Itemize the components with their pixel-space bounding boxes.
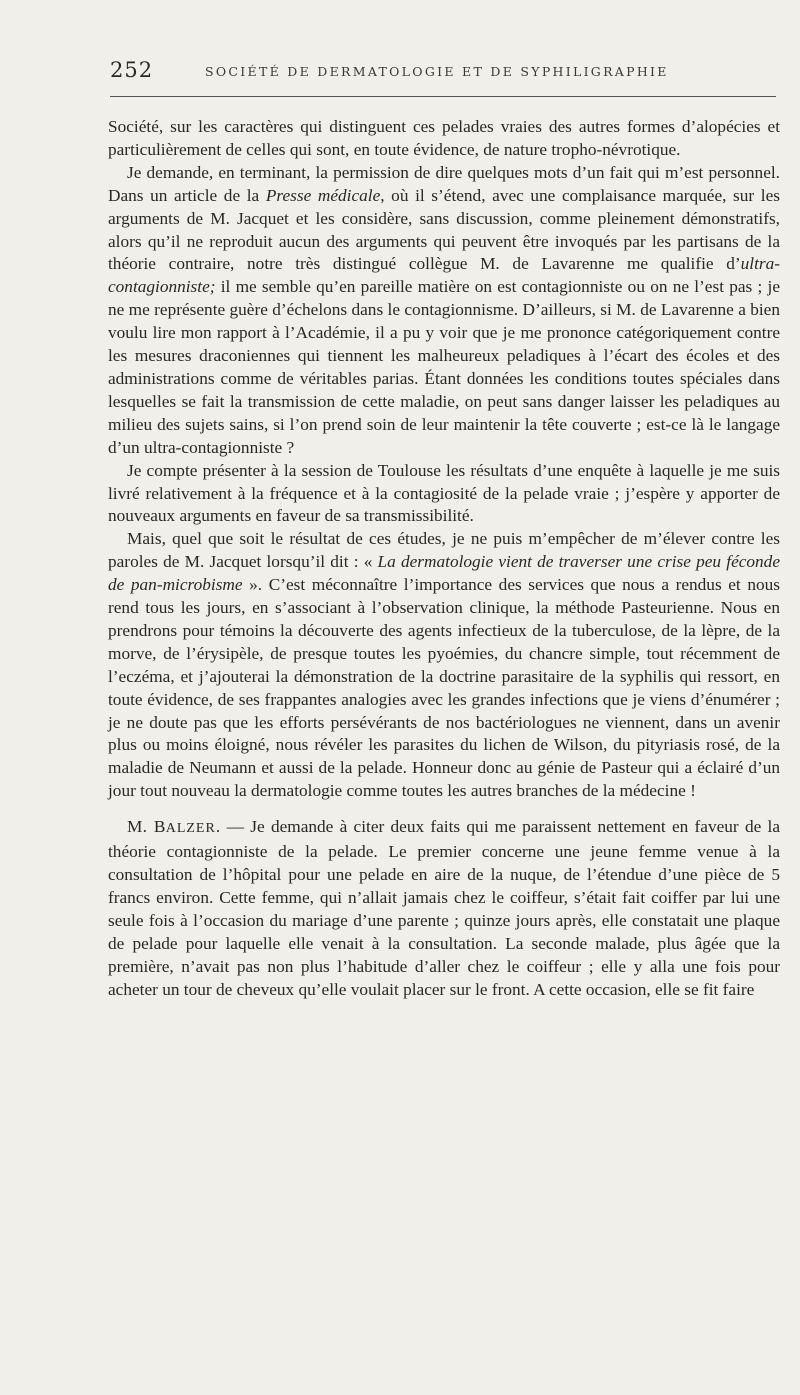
body-text [108,116,780,1001]
italic-term: ultra-contagionniste; [108,254,780,297]
running-title: SOCIÉTÉ DE DERMATOLOGIE ET DE SYPHILIGRAPHIE [205,64,669,79]
paragraph-4 [108,528,780,803]
speaker-smallcaps: ALZER [165,821,216,837]
paragraph-2-text-b: , où il s’étend, avec une complaisance marquée, sur les arguments de M. Jacquet et les considère, sans discussion, comme pleinement démonstratifs, alors qu’il ne reproduit aucun des arguments qui peuvent être invoqués par les partisans de la théorie contraire, notre très distingué collègue M. de Lavarenne me qualifie d’ [108,185,780,274]
header-rule [110,96,776,97]
paragraph-3: Je compte présenter à la session de Toulouse les résultats d’une enquête à laquelle je me suis livré relativement à la fréquence et à la contagiosité de la pelade vraie ; j’espère y apporter de nouveaux arguments en faveur de sa transmissibilité. [108,460,780,526]
paragraph-2-text-c: il me semble qu’en pareille matière on est contagionniste ou on ne l’est pas ; je ne me représente guère d’échelons dans le contagionnisme. D’ailleurs, si M. de Lavarenne a bien voulu lire mon rapport à l’Académie, il a pu y voir que je me prononce catégoriquement contre les mesures draconiennes qui tiennent les malheureux peladiques à l’écart des écoles et des administrations comme de véritables parias. Étant données les conditions toutes spéciales dans lesquelles se fait la transmission de cette maladie, on peut sans danger laisser les peladiques au milieu des sujets sains, si l’on prend soin de leur maintenir la tête couverte ; est-ce là le langage d’un ultra-contagionniste ? [108,277,780,457]
paragraph-2-text-a: Je demande, en terminant, la permission de dire quelques mots d’un fait qui m’est personnel. Dans un article de la [108,162,780,205]
speaker-name [127,817,220,836]
paragraph-1: Société, sur les caractères qui distinguent ces pelades vraies des autres formes d’alopécies et particulièrement de celles qui sont, en toute évidence, de nature tropho-névrotique. [108,117,780,159]
paragraph-4-text-b: ». C’est méconnaître l’importance des services que nous a rendus et nous rend tous les jours, en s’associant à l’observation clinique, la méthode Pasteurienne. Nous en prendrons pour témoins la découverte des agents infectieux de la tuberculose, de la lèpre, de la morve, de l’érysipèle, de presque toutes les pyoémies, du chancre simple, tout récemment de l’eczéma, et j’ajouterai la démonstration de la doctrine parasitaire de la syphilis qui ressort, en toute évidence, de ses frappantes analogies avec les grandes infections que je viens d’énumérer ; je ne doute pas que les efforts persévérants de nos bactériologues ne viennent, dans un avenir plus ou moins éloigné, nous révéler les parasites du lichen de Wilson, du pityriasis rosé, de la maladie de Neumann et aussi de la pelade. Honneur donc au génie de Pasteur qui a éclairé d’un jour tout nouveau la dermatologie comme toutes les autres branches de la médecine ! [108,575,780,801]
speaker-dot: . [215,817,221,837]
paragraph-5-text: — Je demande à citer deux faits qui me paraissent nettement en faveur de la théorie contagionniste de la pelade. Le premier concerne une jeune femme venue à la consultation de l’hôpital pour une pelade en aire de la nuque, de l’étendue d’une pièce de 5 francs environ. Cette femme, qui n’allait jamais chez le coiffeur, s’était fait coiffer par lui une seule fois à l’occasion du mariage d’une parente ; quinze jours après, elle constatait une plaque de pelade pour laquelle elle venait à la consultation. La seconde malade, plus âgée que la première, n’avait pas non plus l’habitude d’aller chez le coiffeur ; elle y alla une fois pour acheter un tour de cheveux qu’elle voulait placer sur le front. A cette occasion, elle se fit faire [108,817,781,999]
running-head [110,58,780,88]
page-number: 252 [110,58,154,82]
paragraph-5 [108,816,780,1001]
speaker-initial: M. B [127,817,166,837]
paragraph-4-text-a: Mais, quel que soit le résultat de ces études, je ne puis m’empêcher de m’élever contre les paroles de M. Jacquet lorsqu’il dit : « [108,529,780,572]
quotation: La dermatologie vient de traverser une crise peu féconde de pan-microbisme [108,552,780,595]
journal-title: Presse médicale [265,185,381,205]
paragraph-2 [108,162,780,460]
